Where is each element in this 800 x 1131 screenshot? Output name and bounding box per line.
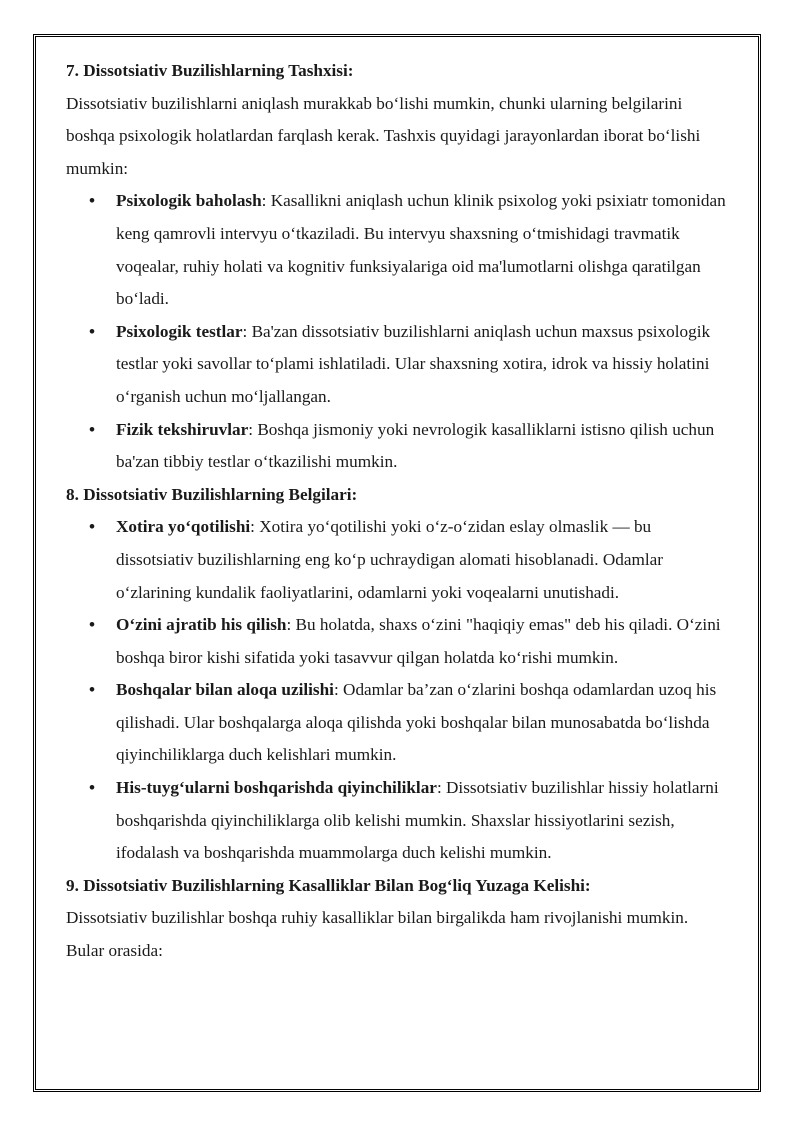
document-body <box>66 55 726 968</box>
list-item-term: Xotira yo‘qotilishi <box>116 517 251 537</box>
list-item <box>116 414 726 479</box>
list-item-text: : Boshqa jismoniy yoki nevrologik kasalliklarni istisno qilish uchun ba'zan tibbiy testlar o‘tkazilishi mumkin. <box>116 419 715 472</box>
list-item-text: : Xotira yo‘qotilishi yoki o‘z-o‘zidan eslay olmaslik — bu dissotsiativ buzilishlarning eng ko‘p uchraydigan alomati hisoblanadi. Odamlar o‘zlarining kundalik faoliyatlarini, odamlarni yoki voqealarni unutishadi. <box>116 517 664 602</box>
list-item-term: O‘zini ajratib his qilish <box>116 615 287 635</box>
section-7-list <box>66 185 726 478</box>
list-item <box>116 674 726 772</box>
section-7-intro: Dissotsiativ buzilishlarni aniqlash murakkab bo‘lishi mumkin, chunki ularning belgilarini boshqa psixologik holatlardan farqlash kerak. Tashxis quyidagi jarayonlardan iborat bo‘lishi mumkin: <box>66 93 701 178</box>
section-9-heading: 9. Dissotsiativ Buzilishlarning Kasalliklar Bilan Bog‘liq Yuzaga Kelishi: <box>66 875 591 895</box>
list-item-text: : Bu holatda, shaxs o‘zini "haqiqiy emas" deb his qiladi. O‘zini boshqa biror kishi sifatida yoki tasavvur qilgan holatda ko‘rishi mumkin. <box>116 615 721 667</box>
list-item <box>116 609 726 674</box>
list-item-term: His-tuyg‘ularni boshqarishda qiyinchiliklar <box>116 778 437 798</box>
section-7-heading: 7. Dissotsiativ Buzilishlarning Tashxisi: <box>66 61 354 80</box>
section-8-list <box>66 511 726 870</box>
section-8-heading: 8. Dissotsiativ Buzilishlarning Belgilari: <box>66 484 358 504</box>
list-item-text: : Dissotsiativ buzilishlar hissiy holatlarni boshqarishda qiyinchiliklarga olib kelishi mumkin. Shaxslar hissiyotlarini sezish, ifodalash va boshqarishda muammolarga duch kelishi mumkin. <box>116 778 719 863</box>
list-item-text: : Odamlar ba’zan o‘zlarini boshqa odamlardan uzoq his qilishadi. Ular boshqalarga aloqa qilishda yoki boshqalar bilan munosabatda bo‘lishda qiyinchiliklarga duch kelishlari mumkin. <box>116 680 717 765</box>
list-item <box>116 185 726 315</box>
list-item-term: Fizik tekshiruvlar <box>116 419 249 439</box>
list-item-term: Psixologik testlar <box>116 321 243 341</box>
list-item-term: Boshqalar bilan aloqa uzilishi <box>116 680 334 700</box>
list-item <box>116 511 726 609</box>
list-item <box>116 772 726 870</box>
list-item-text: : Ba'zan dissotsiativ buzilishlarni aniqlash uchun maxsus psixologik testlar yoki savollar to‘plami ishlatiladi. Ular shaxsning xotira, idrok va hissiy holatini o‘rganish uchun mo‘ljallangan. <box>116 321 711 406</box>
list-item-term: Psixologik baholash <box>116 191 262 211</box>
list-item-text: : Kasallikni aniqlash uchun klinik psixolog yoki psixiatr tomonidan keng qamrovli intervyu o‘tkaziladi. Bu intervyu shaxsning o‘tmishidagi travmatik voqealar, ruhiy holati va kognitiv funksiyalariga oid ma'lumotlarni olishga qaratilgan bo‘ladi. <box>116 191 726 309</box>
section-9-intro: Dissotsiativ buzilishlar boshqa ruhiy kasalliklar bilan birgalikda ham rivojlanishi mumkin. Bular orasida: <box>66 908 689 961</box>
list-item <box>116 316 726 414</box>
